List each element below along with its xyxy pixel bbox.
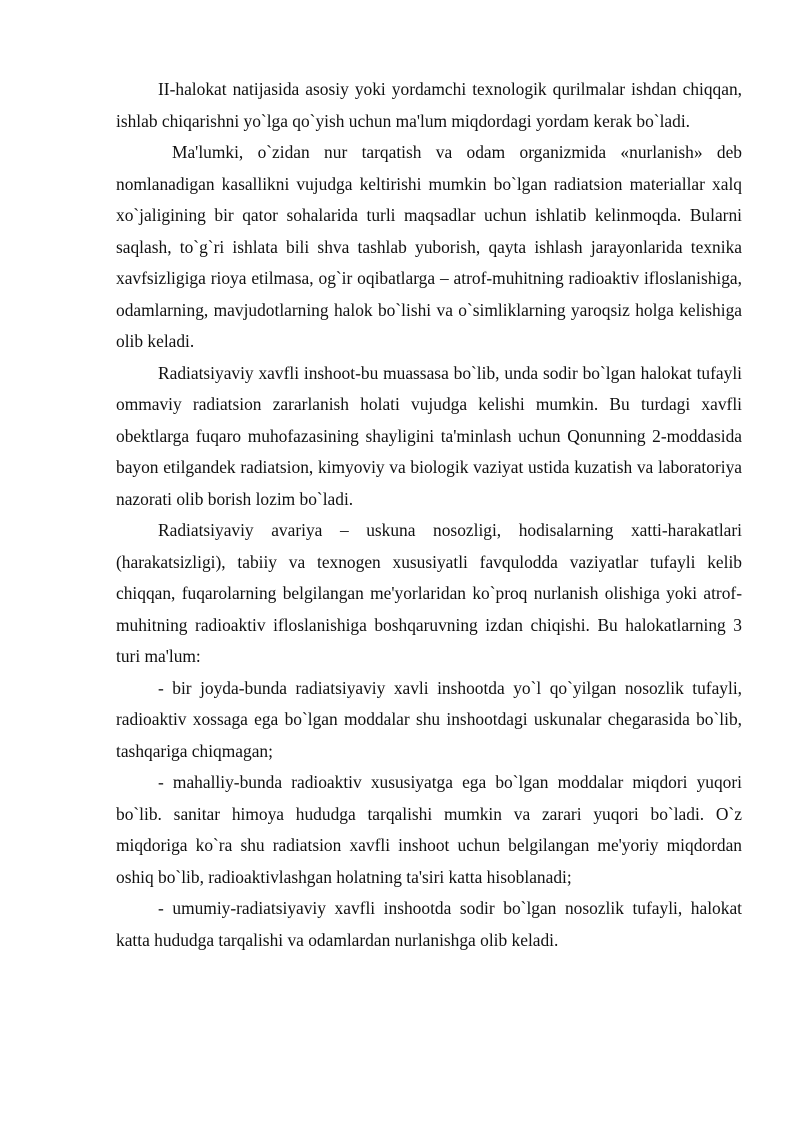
paragraph-radiation-accident: Radiatsiyaviy avariya – uskuna nosozligi, hodisalarning xatti-harakatlari (harakatsizligi), tabiiy va texnogen xususiyatli favqulodda vaziyatlar tufayli kelib chiqqan, fuqarolarning belgilangan me'yorlaridan ko`proq nurlanish olishiga yoki atrof-muhitning radioaktiv ifloslanishiga boshqaruvning izdan chiqishi. Bu halokatlarning 3 turi ma'lum:	[116, 520, 742, 666]
document-page	[116, 74, 742, 956]
list-item-regional: - mahalliy-bunda radioaktiv xususiyatga ega bo`lgan moddalar miqdori yuqori bo`lib. sanitar himoya hududga tarqalishi mumkin va zarari yuqori bo`ladi. O`z miqdoriga ko`ra shu radiatsion xavfli inshoot uchun belgilangan me'yoriy miqdordan oshiq bo`lib, radioaktivlashgan holatning ta'siri katta hisoblanadi;	[116, 772, 742, 887]
list-item-general: - umumiy-radiatsiyaviy xavfli inshootda sodir bo`lgan nosozlik tufayli, halokat katta hududga tarqalishi va odamlardan nurlanishga olib keladi.	[116, 898, 742, 950]
paragraph-radiation-materials: Ma'lumki, o`zidan nur tarqatish va odam organizmida «nurlanish» deb nomlanadigan kasallikni vujudga keltirishi mumkin bo`lgan radiatsion materiallar xalq xo`jaligining bir qator sohalarida turli maqsadlar uchun ishlatib kelinmoqda. Bularni saqlash, to`g`ri ishlata bili shva tashlab yuborish, qayta ishlash jarayonlarida texnika xavfsizligiga rioya etilmasa, og`ir oqibatlarga – atrof-muhitning radioaktiv ifloslanishiga, odamlarning, mavjudotlarning halok bo`lishi va o`simliklarning yaroqsiz holga kelishiga olib keladi.	[116, 142, 742, 351]
list-item-local-site: - bir joyda-bunda radiatsiyaviy xavli inshootda yo`l qo`yilgan nosozlik tufayli, radioaktiv xossaga ega bo`lgan moddalar shu inshootdagi uskunalar chegarasida bo`lib, tashqariga chiqmagan;	[116, 677, 742, 761]
paragraph-halokat-intro: II-halokat natijasida asosiy yoki yordamchi texnologik qurilmalar ishdan chiqqan, ishlab chiqarishni yo`lga qo`yish uchun ma'lum miqdordagi yordam kerak bo`ladi.	[116, 79, 742, 131]
paragraph-radiation-facility: Radiatsiyaviy xavfli inshoot-bu muassasa bo`lib, unda sodir bo`lgan halokat tufayli ommaviy radiatsion zararlanish holati vujudga kelishi mumkin. Bu turdagi xavfli obektlarga fuqaro muhofazasining shayligini ta'minlash uchun Qonunning 2-moddasida bayon etilgandek radiatsion, kimyoviy va biologik vaziyat ustida kuzatish va laboratoriya nazorati olib borish lozim bo`ladi.	[116, 362, 742, 509]
